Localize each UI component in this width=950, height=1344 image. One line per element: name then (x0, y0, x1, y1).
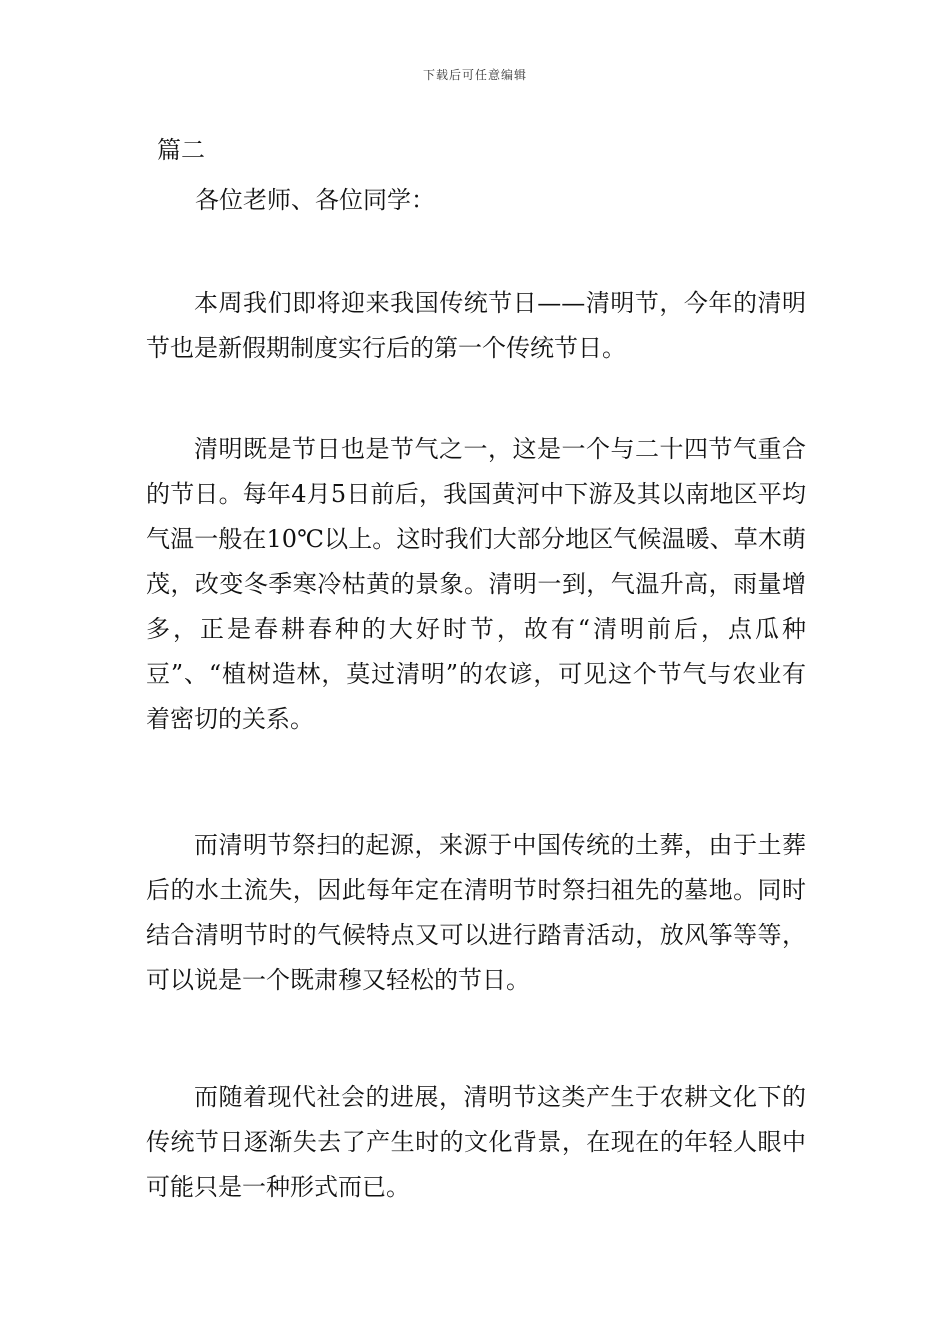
section-title: 篇二 (157, 136, 205, 164)
paragraph-2: 清明既是节日也是节气之一，这是一个与二十四节气重合的节日。每年4月5日前后，我国黄河中下游及其以南地区平均气温一般在10℃以上。这时我们大部分地区气候温暖、草木萌茂，改变冬季寒冷枯黄的景象。清明一到，气温升高，雨量增多，正是春耕春种的大好时节，故有“清明前后，点瓜种豆”、“植树造林，莫过清明”的农谚，可见这个节气与农业有着密切的关系。 (146, 435, 806, 733)
paragraph-3: 而清明节祭扫的起源，来源于中国传统的土葬，由于土葬后的水土流失，因此每年定在清明节时祭扫祖先的墓地。同时结合清明节时的气候特点又可以进行踏青活动，放风筝等等，可以说是一个既肃穆又轻松的节日。 (146, 831, 806, 994)
paragraph-4: 而随着现代社会的进展，清明节这类产生于农耕文化下的传统节日逐渐失去了产生时的文化背景，在现在的年轻人眼中可能只是一种形式而已。 (146, 1083, 806, 1201)
header-note: 下载后可任意编辑 (422, 68, 527, 82)
salutation: 各位老师、各位同学： (195, 186, 435, 214)
paragraph-1: 本周我们即将迎来我国传统节日——清明节，今年的清明节也是新假期制度实行后的第一个传统节日。 (146, 289, 806, 362)
